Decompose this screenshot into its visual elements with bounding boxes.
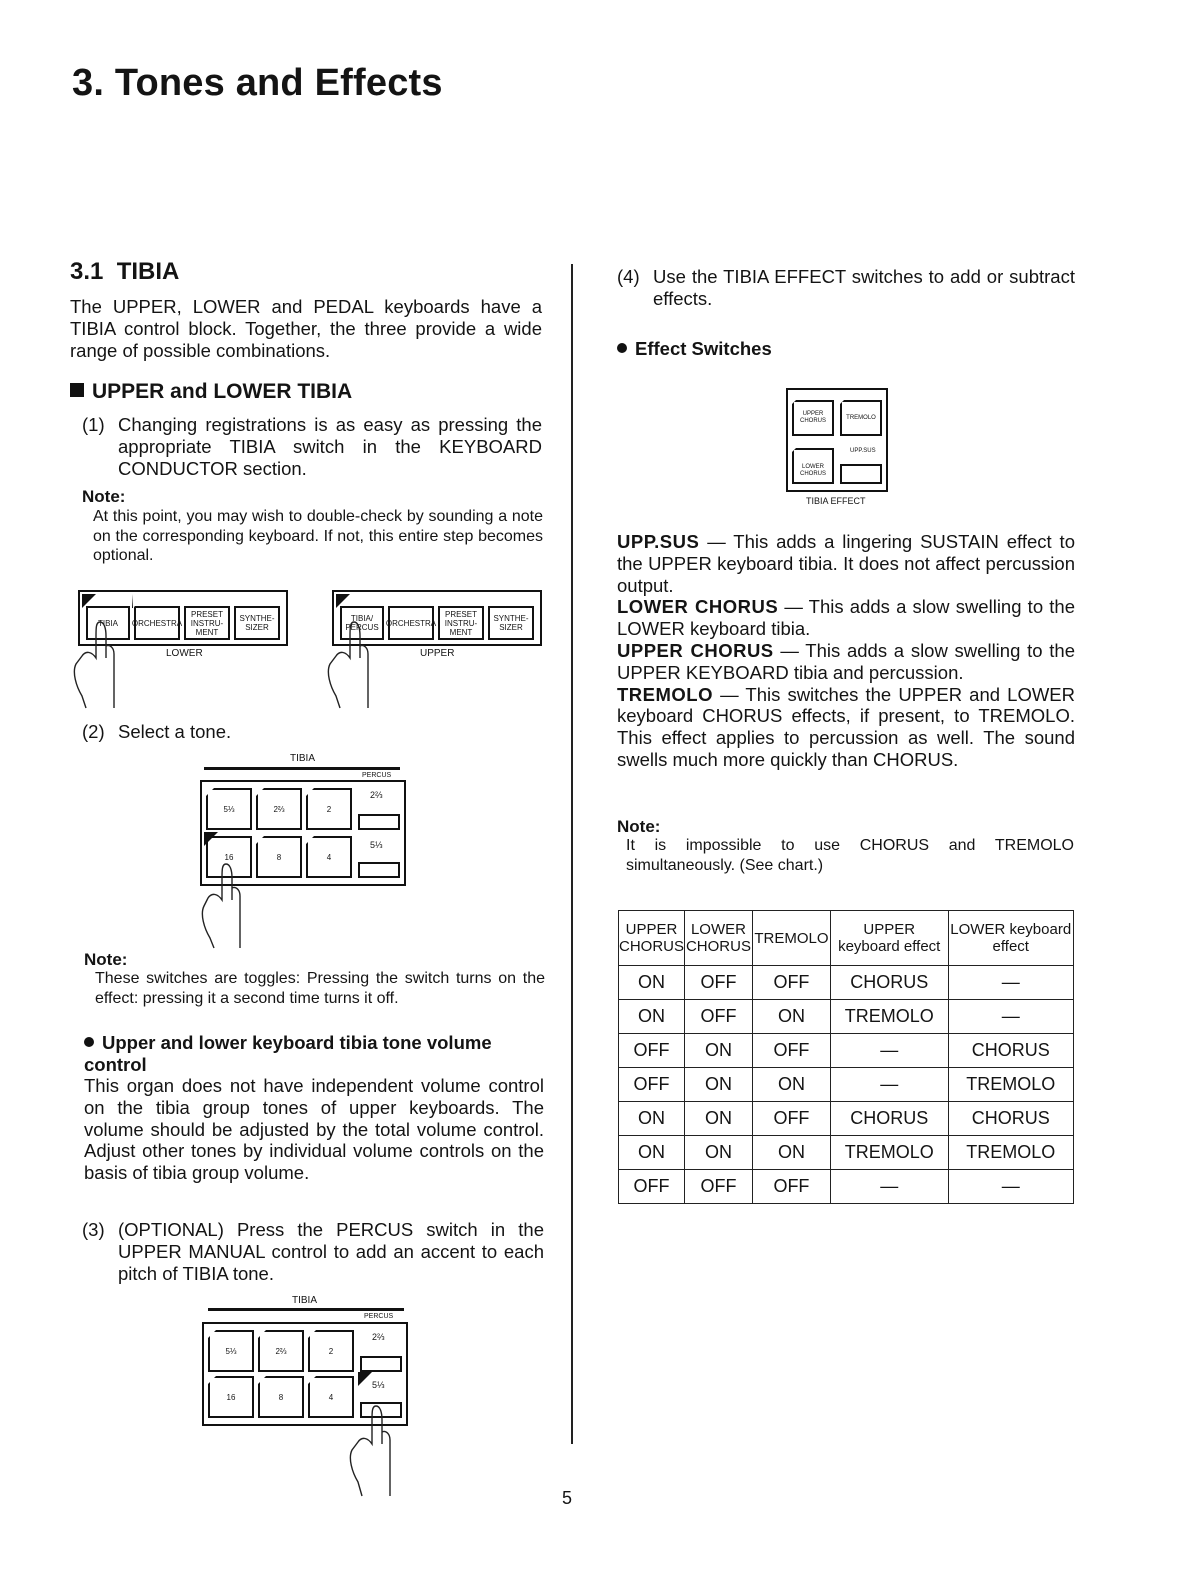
percus-pitch-2: 5⅓ (372, 1380, 385, 1390)
indicator-icon (790, 440, 804, 454)
note-3-text: It is impossible to use CHORUS and TREMOLO simultaneously. (See chart.) (626, 837, 1074, 874)
table-header-row (619, 911, 1074, 966)
volume-heading: Upper and lower keyboard tibia tone volume control (84, 1032, 492, 1075)
percus-label: PERCUS (364, 1313, 394, 1320)
indicator-icon (204, 832, 218, 846)
tibia-switch-4[interactable]: 4 (306, 836, 352, 878)
table-cell: OFF (619, 1068, 685, 1102)
effect-lower-chorus (617, 596, 1075, 640)
table-row (619, 1000, 1074, 1034)
table-cell: TREMOLO (830, 1000, 948, 1034)
tibia-switch-4[interactable]: 4 (308, 1376, 354, 1418)
page-title: 3. Tones and Effects (72, 62, 443, 104)
tibia-switch-2[interactable]: 2 (308, 1330, 354, 1372)
table-cell: OFF (752, 966, 830, 1000)
table-cell: OFF (685, 1170, 753, 1204)
bullet-icon (84, 1037, 94, 1047)
pointing-hand-icon (326, 616, 386, 712)
pointing-hand-icon (72, 616, 132, 712)
upp-sus-switch[interactable] (840, 464, 882, 484)
effect-term: LOWER CHORUS (617, 596, 779, 618)
table-row (619, 1102, 1074, 1136)
step-2-number: (2) (82, 721, 105, 742)
lower-synthesizer-button[interactable]: SYNTHE- SIZER (234, 606, 280, 640)
pointing-hand-icon (200, 860, 260, 950)
table-cell: OFF (752, 1102, 830, 1136)
indicator-icon (386, 594, 400, 608)
indicator-icon (82, 594, 96, 608)
effect-text: — This adds a slow swelling to the UPPER KEYBOARD tibia and percussion. (617, 639, 1075, 683)
table-cell: TREMOLO (948, 1068, 1074, 1102)
section-heading (70, 258, 179, 286)
effect-switches-heading: Effect Switches (617, 338, 772, 360)
effect-text: — This switches the UPPER and LOWER keyboard CHORUS effects, if present, to TREMOLO. This effect applies to percussion as well. The sound swells much more quickly than CHORUS. (617, 683, 1075, 770)
table-cell: CHORUS (830, 1102, 948, 1136)
tibia-switch-5-1-3[interactable]: 5⅓ (208, 1330, 254, 1372)
effect-text: — This adds a slow swelling to the LOWER keyboard tibia. (617, 596, 1075, 640)
step-4-number: (4) (617, 266, 640, 287)
table-cell: ON (619, 966, 685, 1000)
table-cell: ON (619, 1136, 685, 1170)
indicator-icon (436, 594, 450, 608)
table-cell: OFF (685, 966, 753, 1000)
percus-switch-1[interactable] (360, 1356, 402, 1372)
effect-upp-sus (617, 531, 1075, 596)
indicator-icon (358, 1372, 372, 1386)
upper-preset-button[interactable]: PRESET INSTRU- MENT (438, 606, 484, 640)
step-3-text: (OPTIONAL) Press the PERCUS switch in the UPPER MANUAL control to add an accent to each pitch of TIBIA tone. (118, 1219, 544, 1284)
lower-preset-button[interactable]: PRESET INSTRU- MENT (184, 606, 230, 640)
table-cell: CHORUS (948, 1102, 1074, 1136)
lower-chorus-switch[interactable]: LOWER CHORUS (792, 448, 834, 484)
indicator-icon (356, 784, 370, 798)
tibia-switch-16[interactable]: 16 (208, 1376, 254, 1418)
table-row (619, 1034, 1074, 1068)
indicator-icon (254, 784, 268, 798)
column-divider (571, 264, 573, 1444)
step-2-text: Select a tone. (118, 721, 232, 742)
tibia-switch-8[interactable]: 8 (258, 1376, 304, 1418)
table-cell: ON (752, 1136, 830, 1170)
effect-tremolo (617, 684, 1075, 771)
table-header: UPPER keyboard effect (830, 911, 948, 966)
effect-term: UPP.SUS (617, 531, 700, 552)
table-cell: — (948, 966, 1074, 1000)
volume-paragraph: This organ does not have independent volume control on the tibia group tones of upper keyboards. The volume should be adjusted by the total volume control. Adjust other tones by individual volume controls on the basis of tibia group volume. (84, 1075, 544, 1184)
tibia-switch-5-1-3[interactable]: 5⅓ (206, 788, 252, 830)
note-2-label: Note: (84, 950, 128, 969)
effect-upper-chorus (617, 640, 1075, 684)
indicator-icon (304, 832, 318, 846)
step-2 (82, 721, 542, 743)
table-cell: ON (685, 1136, 753, 1170)
tibia-label: TIBIA (292, 1295, 318, 1306)
percus-switch-2[interactable] (358, 862, 400, 878)
percus-switch-1[interactable] (358, 814, 400, 830)
upper-chorus-switch[interactable]: UPPER CHORUS (792, 400, 834, 436)
table-cell: ON (685, 1034, 753, 1068)
table-header: LOWER keyboard effect (948, 911, 1074, 966)
indicator-icon (304, 784, 318, 798)
indicator-icon (206, 1372, 220, 1386)
lower-label: LOWER (166, 648, 203, 659)
percus-pitch-1: 2⅔ (370, 790, 383, 800)
table-row (619, 1170, 1074, 1204)
effects-chart (618, 910, 1074, 1204)
table-header: UPPER CHORUS (619, 911, 685, 966)
tibia-effect-panel (786, 388, 888, 492)
effect-term: TREMOLO (617, 683, 713, 705)
lower-tibia-button[interactable]: TIBIA (86, 606, 130, 640)
percus-pitch-1: 2⅔ (372, 1332, 385, 1342)
table-cell: — (830, 1034, 948, 1068)
step-4 (617, 266, 1075, 310)
tremolo-switch[interactable]: TREMOLO (840, 400, 882, 436)
table-cell: OFF (685, 1000, 753, 1034)
effect-text: — This adds a lingering SUSTAIN effect to the UPPER keyboard tibia. It does not affect percussion output. (617, 531, 1075, 596)
table-cell: CHORUS (948, 1034, 1074, 1068)
indicator-icon (256, 1326, 270, 1340)
table-cell: ON (685, 1068, 753, 1102)
step-1-number: (1) (82, 414, 105, 435)
table-cell: OFF (752, 1170, 830, 1204)
indicator-icon (336, 594, 350, 608)
table-cell: TREMOLO (830, 1136, 948, 1170)
bullet-icon (617, 343, 627, 353)
indicator-icon (204, 784, 218, 798)
upper-lower-heading: UPPER and LOWER TIBIA (70, 380, 352, 404)
effect-descriptions (617, 531, 1075, 771)
note-2-text: These switches are toggles: Pressing the switch turns on the effect: pressing it a second time turns it off. (95, 970, 545, 1007)
lower-orchestra-button[interactable]: ORCHESTRA (134, 606, 180, 640)
indicator-icon (306, 1372, 320, 1386)
intro-paragraph: The UPPER, LOWER and PEDAL keyboards have a TIBIA control block. Together, the three provide a wide range of possible combinations. (70, 296, 542, 361)
section-name: TIBIA (116, 258, 180, 285)
indicator-icon (790, 392, 804, 406)
note-1-text: At this point, you may wish to double-check by sounding a note on the corresponding keyboard. If not, this entire step becomes optional. (93, 508, 543, 565)
pointing-hand-icon (348, 1402, 408, 1498)
table-cell: — (830, 1068, 948, 1102)
note-1-label: Note: (82, 487, 126, 506)
indicator-icon (206, 1326, 220, 1340)
table-cell: ON (752, 1000, 830, 1034)
step-4-text: Use the TIBIA EFFECT switches to add or subtract effects. (653, 266, 1075, 309)
upper-tibia-percus-button[interactable]: TIBIA/ PERCUS (340, 606, 384, 640)
table-cell: OFF (619, 1034, 685, 1068)
indicator-icon (182, 594, 196, 608)
table-header: TREMOLO (752, 911, 830, 966)
table-cell: ON (752, 1068, 830, 1102)
indicator-icon (358, 1326, 372, 1340)
indicator-icon (486, 594, 500, 608)
step-3-number: (3) (82, 1219, 105, 1240)
upp-sus-label: UPP.SUS (850, 448, 876, 454)
indicator-icon (254, 832, 268, 846)
upper-orchestra-button[interactable]: ORCHESTRA (388, 606, 434, 640)
tibia-switch-2-2-3[interactable]: 2⅔ (256, 788, 302, 830)
table-cell: CHORUS (830, 966, 948, 1000)
square-bullet-icon (70, 383, 84, 397)
tibia-switch-8[interactable]: 8 (256, 836, 302, 878)
indicator-icon (132, 594, 147, 608)
tibia-label: TIBIA (290, 753, 316, 764)
tibia-switch-2[interactable]: 2 (306, 788, 352, 830)
table-row (619, 1136, 1074, 1170)
effect-term: UPPER CHORUS (617, 639, 774, 661)
indicator-icon (256, 1372, 270, 1386)
indicator-icon (838, 440, 852, 454)
note-3-label: Note: (617, 817, 661, 836)
upper-label: UPPER (420, 648, 455, 659)
table-cell: ON (619, 1102, 685, 1136)
indicator-icon (356, 832, 370, 846)
table-cell: TREMOLO (948, 1136, 1074, 1170)
table-cell: — (948, 1170, 1074, 1204)
percus-pitch-2: 5⅓ (370, 840, 383, 850)
table-cell: OFF (619, 1170, 685, 1204)
table-cell: — (830, 1170, 948, 1204)
tibia-switch-2-2-3[interactable]: 2⅔ (258, 1330, 304, 1372)
section-number: 3.1 (70, 258, 104, 285)
table-row (619, 1068, 1074, 1102)
tibia-bar (204, 767, 400, 770)
table-row (619, 966, 1074, 1000)
step-3 (82, 1219, 544, 1284)
tibia-switch-16[interactable]: 16 (206, 836, 252, 878)
tibia-bar (208, 1308, 404, 1311)
indicator-icon (838, 392, 852, 406)
table-cell: ON (685, 1102, 753, 1136)
table-cell: ON (619, 1000, 685, 1034)
table-cell: — (948, 1000, 1074, 1034)
indicator-icon (306, 1326, 320, 1340)
page-number: 5 (562, 1488, 573, 1508)
indicator-icon (232, 594, 246, 608)
percus-label: PERCUS (362, 772, 392, 779)
table-header: LOWER CHORUS (685, 911, 753, 966)
table-cell: OFF (752, 1034, 830, 1068)
step-1 (82, 414, 542, 479)
upper-synthesizer-button[interactable]: SYNTHE- SIZER (488, 606, 534, 640)
step-1-text: Changing registrations is as easy as pressing the appropriate TIBIA switch in the KEYBOARD CONDUCTOR section. (118, 414, 542, 479)
tibia-effect-label: TIBIA EFFECT (806, 496, 866, 506)
